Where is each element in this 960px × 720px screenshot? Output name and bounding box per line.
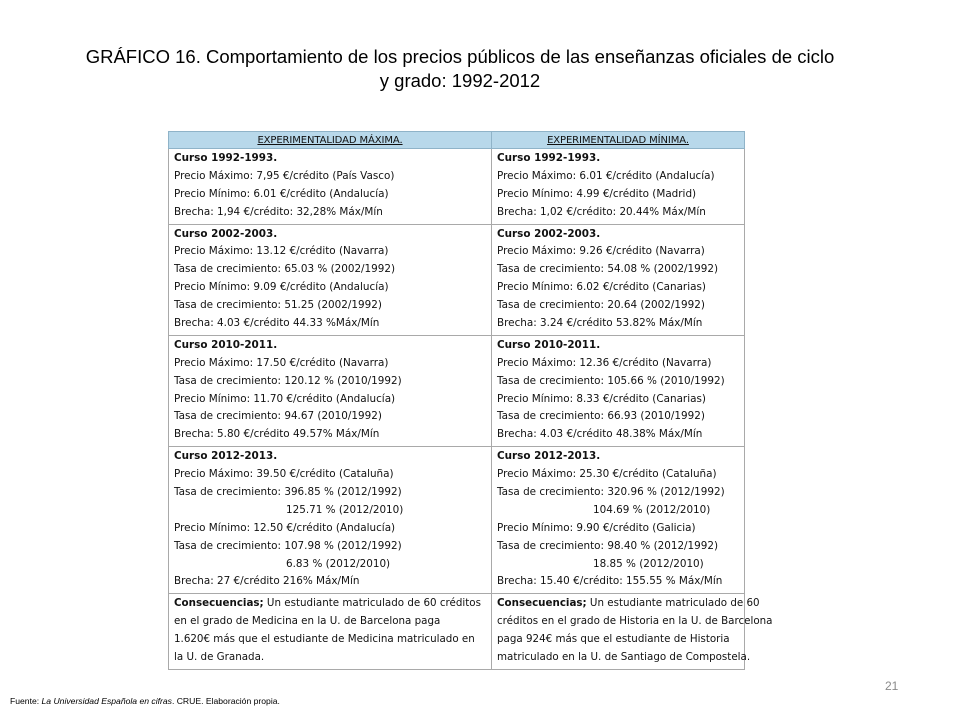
table-cell-line: Precio Máximo: 25.30 €/crédito (Cataluña) bbox=[497, 468, 717, 481]
table-row bbox=[169, 224, 745, 335]
consequences-row bbox=[169, 594, 745, 670]
table-row bbox=[169, 335, 745, 446]
cell-max bbox=[169, 224, 492, 335]
table-body bbox=[169, 149, 773, 670]
course-heading: Curso 2012-2013. bbox=[497, 450, 601, 463]
header-max: EXPERIMENTALIDAD MÁXIMA. bbox=[169, 132, 492, 149]
table-cell-line: Tasa de crecimiento: 98.40 % (2012/1992) bbox=[497, 539, 719, 552]
course-heading: Curso 1992-1993. bbox=[174, 152, 278, 164]
cell-min bbox=[492, 149, 745, 225]
source-note bbox=[10, 696, 280, 706]
consequences-text: 1.620€ más que el estudiante de Medicina matriculado en bbox=[174, 633, 475, 646]
page-title bbox=[60, 45, 860, 93]
table-cell-line: 18.85 % (2012/2010) bbox=[593, 557, 704, 570]
table-cell-line: Brecha: 27 €/crédito 216% Máx/Mín bbox=[174, 575, 360, 588]
consequences-text: créditos en el grado de Historia en la U. de Barcelona bbox=[497, 615, 773, 628]
table-row bbox=[169, 447, 745, 594]
table-cell-line: 125.71 % (2012/2010) bbox=[286, 503, 404, 516]
header-min: EXPERIMENTALIDAD MÍNIMA. bbox=[492, 132, 745, 149]
table-cell-line: Precio Máximo: 17.50 €/crédito (Navarra) bbox=[174, 356, 389, 369]
table-cell-line: Tasa de crecimiento: 54.08 % (2002/1992) bbox=[497, 263, 719, 276]
table-cell-line: Tasa de crecimiento: 105.66 % (2010/1992) bbox=[497, 374, 725, 387]
consequences-text: Un estudiante matriculado de 60 créditos bbox=[263, 597, 481, 610]
consequences-text: paga 924€ más que el estudiante de Historia bbox=[497, 633, 730, 646]
table-cell-line: Tasa de crecimiento: 107.98 % (2012/1992) bbox=[174, 539, 402, 552]
table-cell-line: Brecha: 4.03 €/crédito 48.38% Máx/Mín bbox=[497, 428, 703, 441]
cell-min bbox=[492, 335, 745, 446]
table-cell-line: Precio Máximo: 7,95 €/crédito (País Vasco) bbox=[174, 169, 395, 182]
title-line-1: GRÁFICO 16. Comportamiento de los precios públicos de las enseñanzas oficiales de ciclo bbox=[85, 46, 835, 67]
table-cell-line: Brecha: 15.40 €/crédito: 155.55 % Máx/Mín bbox=[497, 575, 723, 588]
course-heading: Curso 2010-2011. bbox=[497, 338, 601, 351]
table-row bbox=[169, 149, 745, 225]
consequences-text: matriculado en la U. de Santiago de Compostela. bbox=[497, 651, 751, 664]
table-cell-line: Tasa de crecimiento: 51.25 (2002/1992) bbox=[174, 299, 382, 312]
table-cell-line: Tasa de crecimiento: 66.93 (2010/1992) bbox=[497, 410, 705, 423]
consequences-text: en el grado de Medicina en la U. de Barcelona paga bbox=[174, 615, 441, 628]
consequences-min bbox=[492, 594, 773, 670]
table-cell-line: Tasa de crecimiento: 65.03 % (2002/1992) bbox=[174, 263, 396, 276]
cell-max bbox=[169, 149, 492, 225]
consequences-text: la U. de Granada. bbox=[174, 651, 265, 664]
course-heading: Curso 2002-2003. bbox=[174, 227, 278, 240]
cell-min bbox=[492, 447, 745, 594]
course-heading: Curso 2012-2013. bbox=[174, 450, 278, 463]
source-suffix: . CRUE. Elaboración propia. bbox=[171, 696, 280, 706]
table-cell-line: Precio Máximo: 13.12 €/crédito (Navarra) bbox=[174, 245, 389, 258]
source-prefix: Fuente: bbox=[10, 696, 42, 706]
table-cell-line: Brecha: 3.24 €/crédito 53.82% Máx/Mín bbox=[497, 317, 703, 330]
consequences-text: Un estudiante matriculado de 60 bbox=[586, 597, 760, 610]
table-cell-line: Precio Máximo: 12.36 €/crédito (Navarra) bbox=[497, 356, 712, 369]
table-cell-line: Tasa de crecimiento: 94.67 (2010/1992) bbox=[174, 410, 382, 423]
consequences-label: Consecuencias; bbox=[497, 597, 587, 610]
table-cell-line: Precio Mínimo: 8.33 €/crédito (Canarias) bbox=[497, 392, 706, 405]
page-number: 21 bbox=[885, 679, 899, 693]
table-cell-line: Precio Mínimo: 11.70 €/crédito (Andalucía) bbox=[174, 392, 396, 405]
course-heading: Curso 2010-2011. bbox=[174, 338, 278, 351]
source-title: La Universidad Española en cifras bbox=[41, 696, 172, 706]
table-cell-line: Brecha: 5.80 €/crédito 49.57% Máx/Mín bbox=[174, 428, 380, 441]
title-line-2: y grado: 1992-2012 bbox=[379, 70, 541, 91]
table-cell-line: Precio Máximo: 39.50 €/crédito (Cataluña) bbox=[174, 468, 394, 481]
table-cell-line: Precio Máximo: 6.01 €/crédito (Andalucía) bbox=[497, 169, 715, 182]
table-cell-line: Precio Máximo: 9.26 €/crédito (Navarra) bbox=[497, 245, 705, 258]
table-cell-line: Tasa de crecimiento: 320.96 % (2012/1992) bbox=[497, 486, 725, 499]
table-cell-line: Brecha: 4.03 €/crédito 44.33 %Máx/Mín bbox=[174, 317, 380, 330]
table-cell-line: Tasa de crecimiento: 396.85 % (2012/1992) bbox=[174, 486, 402, 499]
table-cell-line: Precio Mínimo: 9.90 €/crédito (Galicia) bbox=[497, 521, 696, 534]
table-cell-line: Tasa de crecimiento: 120.12 % (2010/1992) bbox=[174, 374, 402, 387]
table-cell-line: Precio Mínimo: 12.50 €/crédito (Andalucía) bbox=[174, 521, 396, 534]
table-cell-line: Precio Mínimo: 6.02 €/crédito (Canarias) bbox=[497, 281, 706, 294]
course-heading: Curso 1992-1993. bbox=[497, 152, 601, 164]
price-comparison-table bbox=[168, 131, 773, 670]
consequences-label: Consecuencias; bbox=[174, 597, 264, 610]
cell-max bbox=[169, 335, 492, 446]
cell-min bbox=[492, 224, 745, 335]
table-cell-line: Tasa de crecimiento: 20.64 (2002/1992) bbox=[497, 299, 705, 312]
table-cell-line: Precio Mínimo: 6.01 €/crédito (Andalucía) bbox=[174, 187, 389, 200]
table-cell-line: Precio Mínimo: 9.09 €/crédito (Andalucía) bbox=[174, 281, 389, 294]
table-header-row bbox=[169, 132, 745, 149]
table-cell-line: 6.83 % (2012/2010) bbox=[286, 557, 391, 570]
consequences-max bbox=[169, 594, 492, 670]
course-heading: Curso 2002-2003. bbox=[497, 227, 601, 240]
table-cell-line: Brecha: 1,94 €/crédito: 32,28% Máx/Mín bbox=[174, 205, 383, 218]
table-cell-line: 104.69 % (2012/2010) bbox=[593, 503, 711, 516]
table-cell-line: Brecha: 1,02 €/crédito: 20.44% Máx/Mín bbox=[497, 205, 706, 218]
cell-max bbox=[169, 447, 492, 594]
table-cell-line: Precio Mínimo: 4.99 €/crédito (Madrid) bbox=[497, 187, 697, 200]
